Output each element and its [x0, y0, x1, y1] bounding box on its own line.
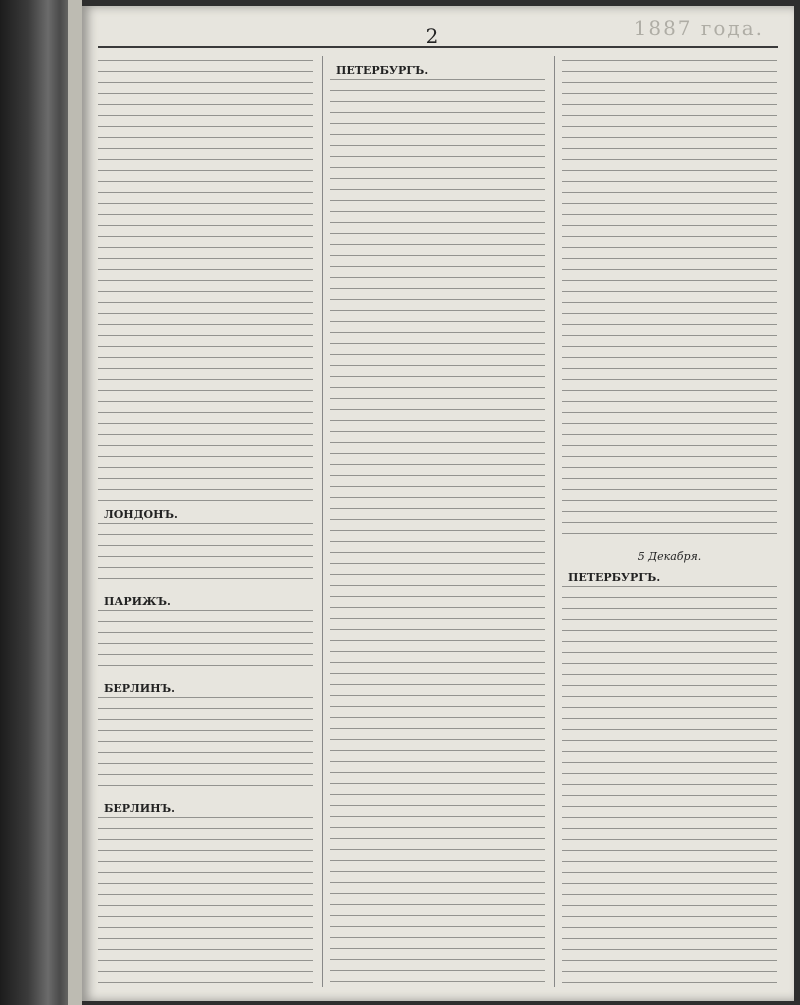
dateline: ЛОНДОНЪ. — [104, 508, 178, 521]
section-date: 5 Декабря. — [637, 550, 702, 563]
article-text — [98, 60, 313, 502]
article-text — [98, 610, 313, 676]
dateline: ПЕТЕРБУРГЪ. — [568, 571, 661, 584]
column-2 — [330, 60, 545, 987]
bleed-through-header: 1887 года. — [633, 16, 764, 40]
article-text — [98, 817, 313, 987]
article-text — [98, 523, 313, 589]
header-rule — [98, 46, 778, 48]
column-divider — [554, 56, 555, 987]
article-text — [562, 60, 777, 544]
dateline: БЕРЛИНЪ. — [104, 682, 175, 695]
spine-edge — [68, 0, 82, 1005]
column-3 — [562, 60, 777, 987]
article-text — [330, 79, 545, 987]
article-text — [98, 697, 313, 796]
page-number: 2 — [425, 24, 439, 48]
column-1 — [98, 60, 313, 987]
newspaper-page — [82, 6, 794, 1001]
dateline: ПАРИЖЪ. — [104, 595, 171, 608]
article-text — [562, 586, 777, 986]
dateline: ПЕТЕРБУРГЪ. — [336, 64, 429, 77]
dateline: БЕРЛИНЪ. — [104, 802, 175, 815]
column-divider — [322, 56, 323, 987]
